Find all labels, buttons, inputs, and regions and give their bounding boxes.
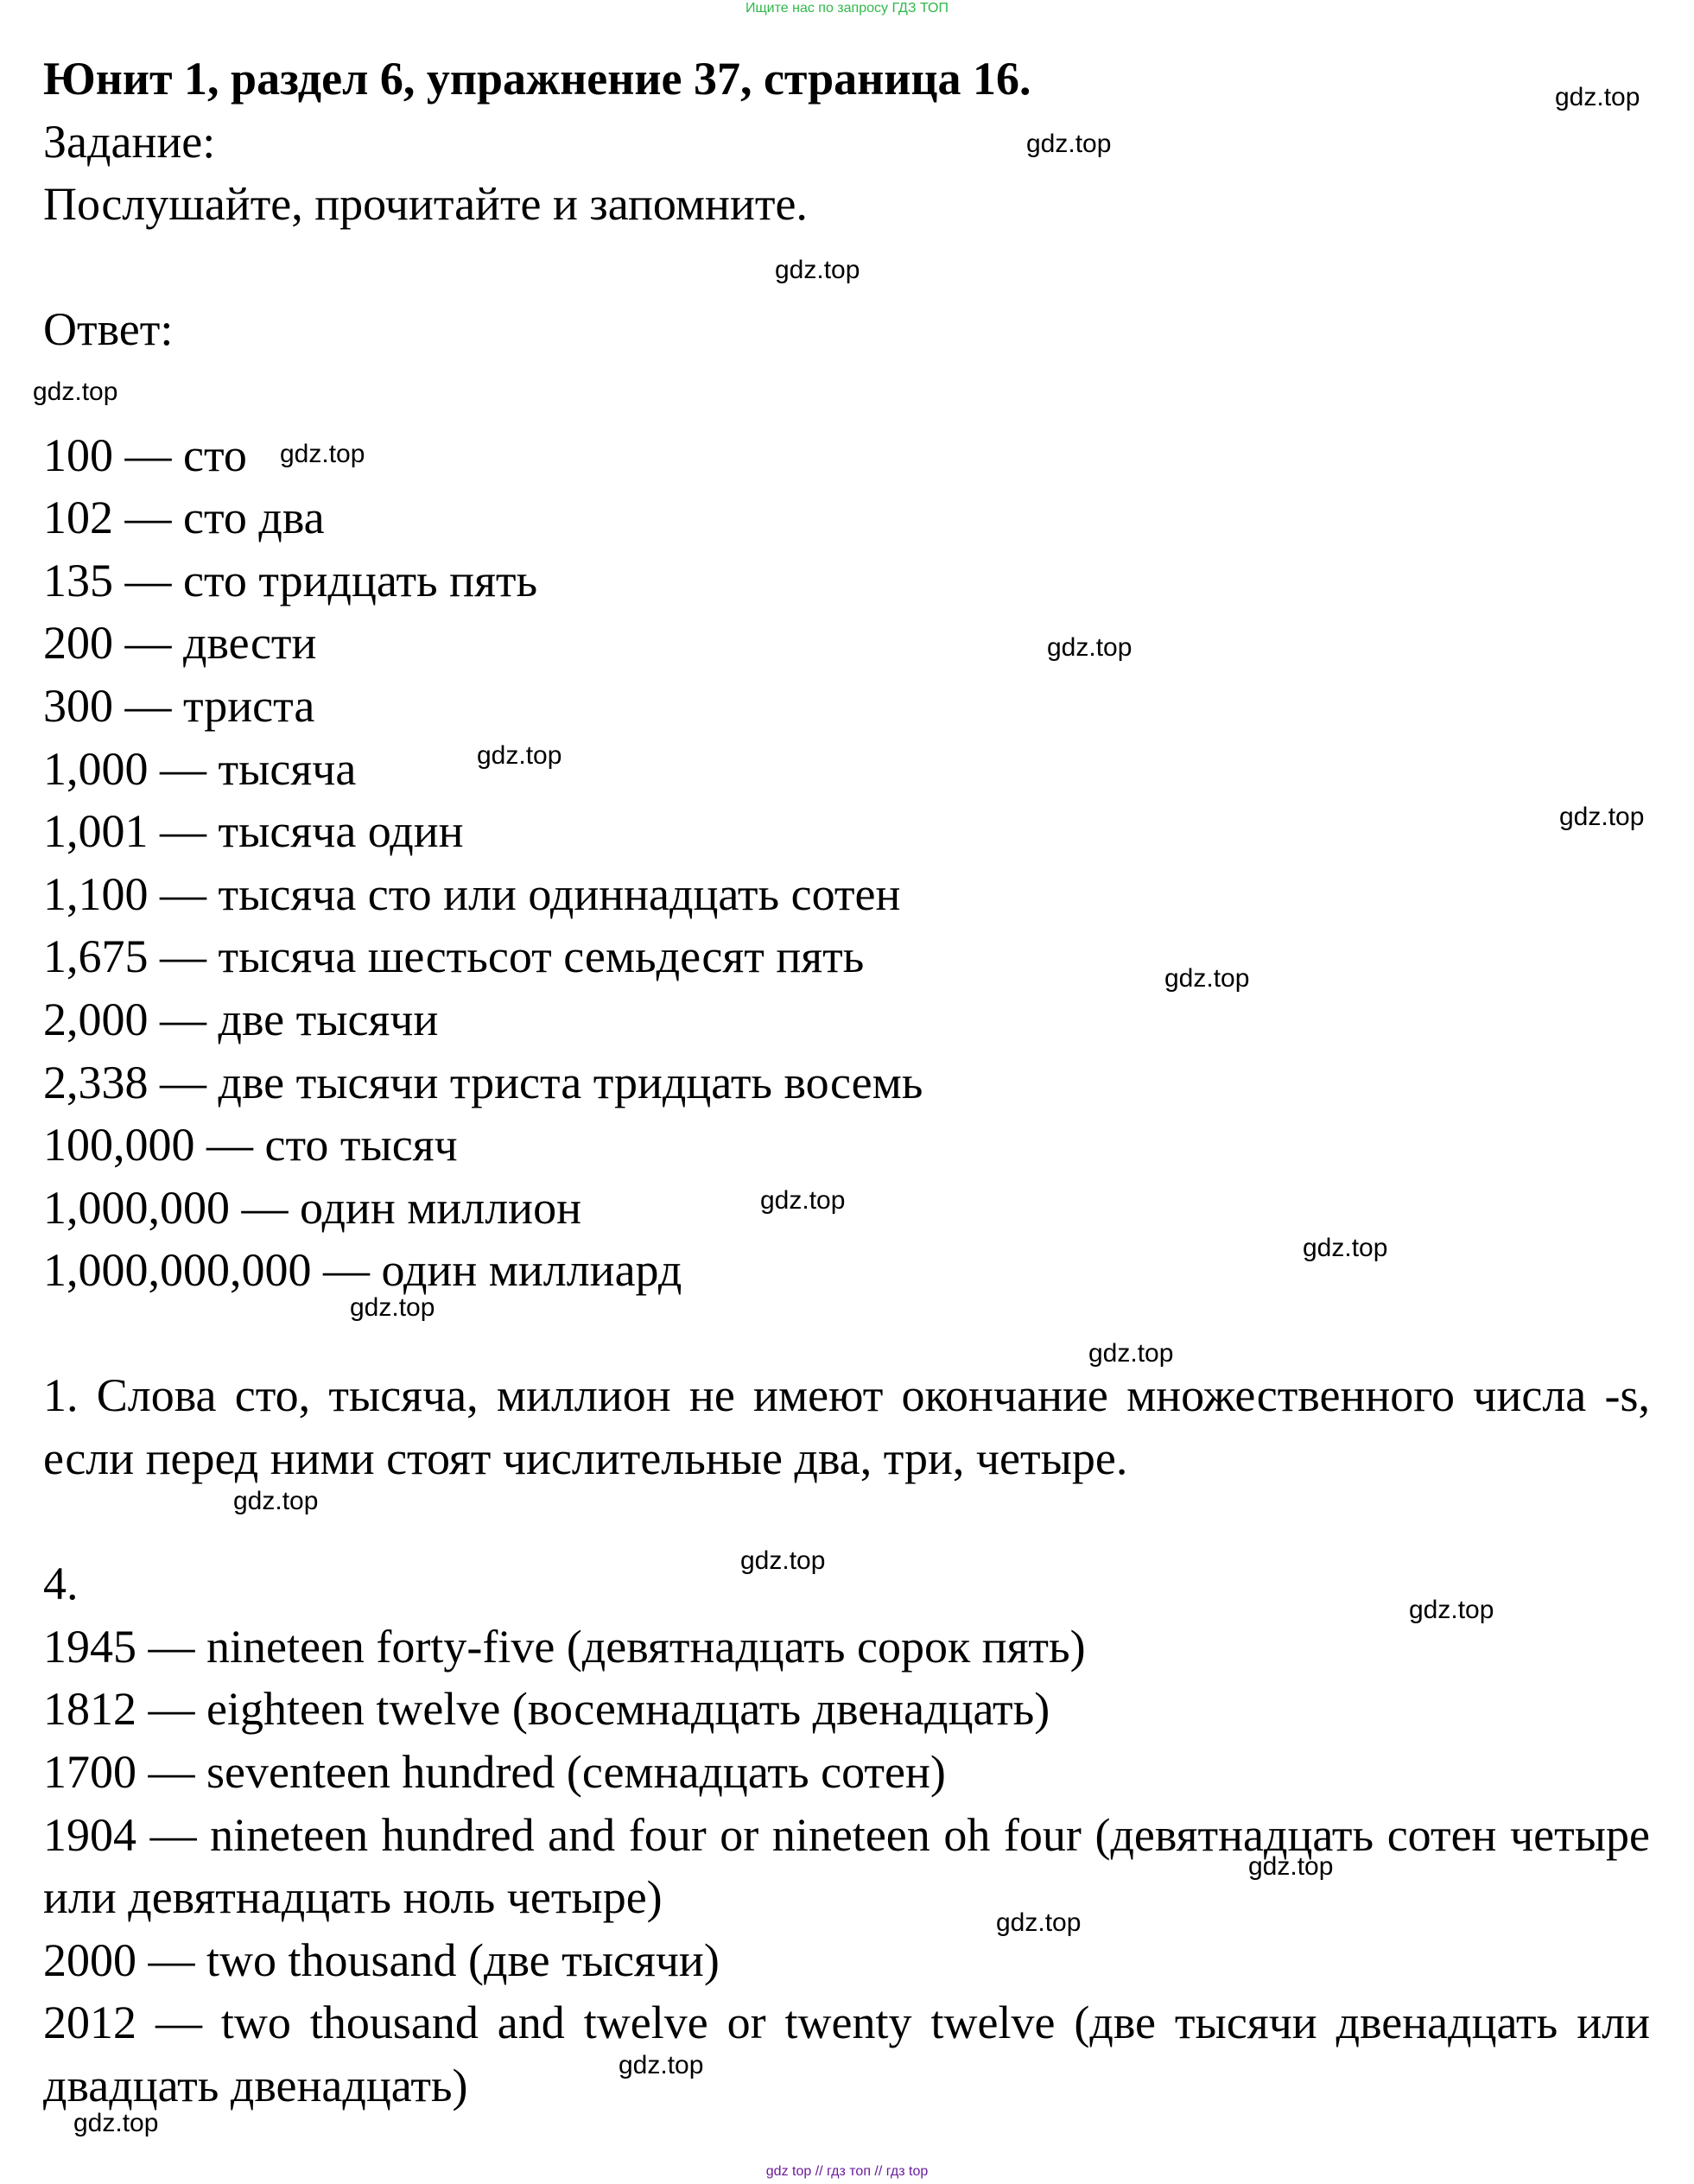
list-item: 2,338 — две тысячи триста тридцать восемь [43,1056,923,1108]
watermark: gdz.top [740,1546,826,1575]
list-item: 200 — двести [43,617,317,670]
list-item: 1,675 — тысяча шестьсот семьдесят пять [43,930,865,983]
list-item: 1,000,000 — один миллион [43,1181,581,1234]
section-4-label: 4. [43,1558,79,1610]
watermark: gdz.top [350,1293,435,1322]
task-text: Послушайте, прочитайте и запомните. [43,178,808,231]
watermark: gdz.top [1248,1852,1334,1881]
watermark: gdz.top [1409,1596,1494,1624]
list-item: 1,001 — тысяча один [43,805,464,858]
list-item: 1700 — seventeen hundred (семнадцать сотен) [43,1746,946,1799]
watermark: gdz.top [233,1487,319,1515]
watermark: gdz.top [1088,1339,1174,1368]
answer-label: Ответ: [43,303,174,356]
watermark: gdz.top [619,2051,704,2079]
list-item: 1,000 — тысяча [43,742,357,795]
watermark: gdz.top [1164,964,1250,993]
watermark: gdz.top [280,440,365,468]
watermark: gdz.top [1026,130,1112,158]
watermark: gdz.top [996,1908,1082,1937]
numbers-list [43,424,1650,1302]
list-item: 102 — сто два [43,492,325,544]
header-banner: Ищите нас по запросу ГДЗ ТОП [745,1,949,16]
task-label: Задание: [43,115,216,168]
list-item: 1945 — nineteen forty-five (девятнадцать сорок пять) [43,1620,1086,1673]
watermark: gdz.top [760,1186,846,1215]
footer-banner: gdz top // гдз топ // гдз top [765,2164,929,2179]
watermark: gdz.top [775,256,860,284]
watermark: gdz.top [1559,803,1645,831]
watermark: gdz.top [1047,633,1133,662]
list-item: 2,000 — две тысячи [43,993,439,1045]
list-item: 1,000,000,000 — один миллиард [43,1244,682,1297]
list-item: 1904 — nineteen hundred and four or nineteen oh four (девятнадцать сотен четыре или девятнадцать ноль четыре) [43,1808,1650,1924]
list-item: 135 — сто тридцать пять [43,554,538,606]
document-body [43,48,1650,2117]
years-list [43,1616,1650,2117]
list-item: 300 — триста [43,679,315,732]
note-paragraph: 1. Слова сто, тысяча, миллион не имеют окончание множественного числа -s, если перед ними стоят числительные два, три, четыре. [43,1369,1650,1485]
watermark: gdz.top [1303,1234,1388,1262]
list-item: 1,100 — тысяча сто или одиннадцать сотен [43,867,901,920]
watermark: gdz.top [1555,83,1640,111]
watermark: gdz.top [73,2109,159,2137]
list-item: 2000 — two thousand (две тысячи) [43,1933,720,1986]
watermark: gdz.top [477,741,562,770]
page-title: Юнит 1, раздел 6, упражнение 37, страница 16. [43,53,1031,105]
list-item: 1812 — eighteen twelve (восемнадцать двенадцать) [43,1683,1050,1736]
list-item: 2012 — two thousand and twelve or twenty twelve (две тысячи двенадцать или двадцать двенадцать) [43,1997,1650,2111]
watermark: gdz.top [33,378,118,406]
list-item: 100,000 — сто тысяч [43,1119,458,1171]
list-item: 100 — сто [43,429,247,481]
